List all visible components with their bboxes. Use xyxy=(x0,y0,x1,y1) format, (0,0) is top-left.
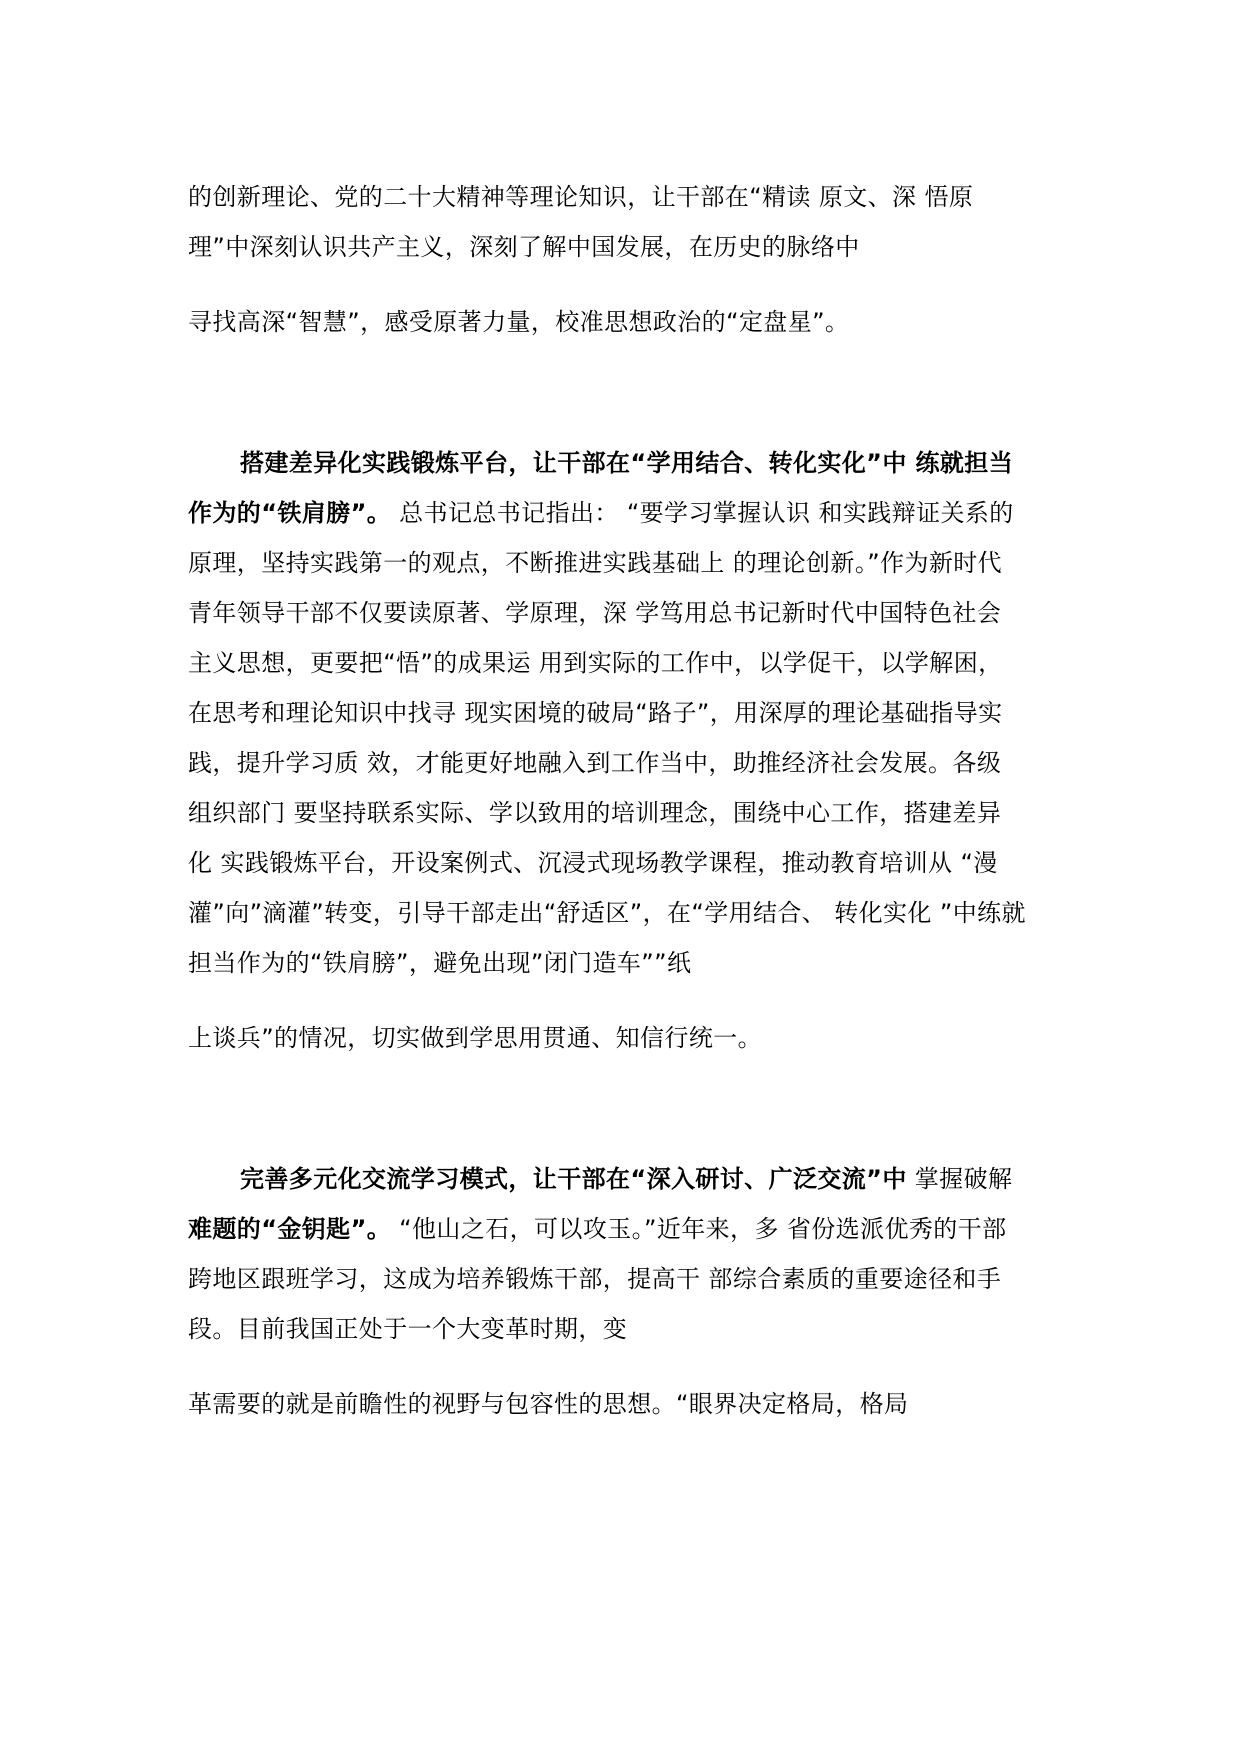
paragraph-3-line-1-text: 掌握破解 xyxy=(906,1165,1013,1193)
paragraph-2-line-4: 青年领导干部不仅要读原著、学原理，深 学笃用总书记新时代中国特色社会 xyxy=(188,599,1002,627)
paragraph-3-line-5: 革需要的就是前瞻性的视野与包容性的思想。“眼界决定格局，格局 xyxy=(188,1390,909,1418)
paragraph-1-line-1: 的创新理论、党的二十大精神等理论知识，让干部在“精读 原文、深 悟原 xyxy=(188,183,974,211)
paragraph-2-line-2 xyxy=(188,496,1014,530)
paragraph-2-line-10: 灌”向”滴灌”转变，引导干部走出“舒适区”，在“学用结合、 转化实化 ”中练就 xyxy=(188,899,1026,927)
paragraph-2-line-12: 上谈兵”的情况，切实做到学思用贯通、知信行统一。 xyxy=(188,1024,763,1052)
paragraph-2-heading-line-2: 作为的“铁肩膀”。 xyxy=(188,499,392,527)
paragraph-3-line-3: 跨地区跟班学习，这成为培养锻炼干部，提高干 部综合素质的重要途径和手 xyxy=(188,1265,1002,1293)
paragraph-2-line-11: 担当作为的“铁肩膀”，避免出现”闭门造车””纸 xyxy=(188,949,692,977)
paragraph-3-line-4: 段。目前我国正处于一个大变革时期，变 xyxy=(188,1315,628,1343)
paragraph-1-line-2: 理”中深刻认识共产主义，深刻了解中国发展，在历史的脉络中 xyxy=(188,233,860,261)
paragraph-2-line-2-text: 总书记总书记指出： “要学习掌握认识 和实践辩证关系的 xyxy=(391,499,1014,527)
paragraph-3-line-2-text: “他山之石，可以攻玉。”近年来，多 省份选派优秀的干部 xyxy=(391,1215,1007,1243)
paragraph-3-line-2 xyxy=(188,1212,1006,1246)
paragraph-2-line-6: 在思考和理论知识中找寻 现实困境的破局“路子”，用深厚的理论基础指导实 xyxy=(188,699,1003,727)
paragraph-2-line-3: 原理，坚持实践第一的观点，不断推进实践基础上 的理论创新。”作为新时代 xyxy=(188,549,1003,577)
paragraph-2-line-9: 化 实践锻炼平台，开设案例式、沉浸式现场教学课程，推动教育培训从 “漫 xyxy=(188,849,998,877)
paragraph-2-line-7: 践，提升学习质 效，才能更好地融入到工作当中，助推经济社会发展。各级 xyxy=(188,749,1002,777)
paragraph-3-heading-line-2: 难题的“金钥匙”。 xyxy=(188,1215,392,1243)
paragraph-2-heading-line-1: 搭建差异化实践锻炼平台，让干部在“学用结合、转化实化”中 练就担当 xyxy=(240,449,1014,477)
paragraph-2-line-8: 组织部门 要坚持联系实际、学以致用的培训理念，围绕中心工作，搭建差异 xyxy=(188,799,1002,827)
paragraph-3-line-1 xyxy=(240,1162,1012,1196)
paragraph-1-line-3: 寻找高深“智慧”，感受原著力量，校准思想政治的“定盘星”。 xyxy=(188,308,850,336)
paragraph-2-line-5: 主义思想，更要把“悟”的成果运 用到实际的工作中，以学促干，以学解困， xyxy=(188,649,1003,677)
paragraph-3-heading-line-1: 完善多元化交流学习模式，让干部在“深入研讨、广泛交流”中 xyxy=(240,1165,907,1193)
